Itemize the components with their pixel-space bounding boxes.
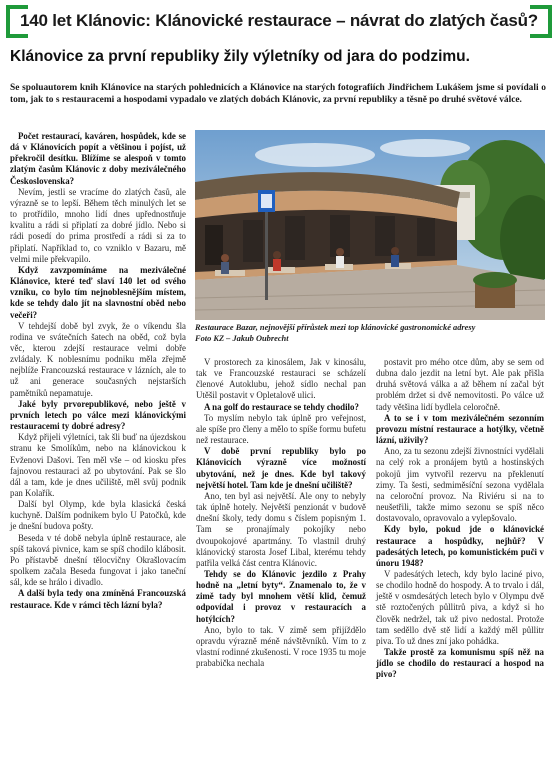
interview-answer: Beseda v té době nebyla úplně restaurace, ale spíš taková pivnice, kam se spíš chodilo klábosit. Po přístavbě dnešní tělocvičny Okrašlovacím spolkem začala Beseda fungovat i jako taneční sál, kde se hrálo i divadlo. [10,532,186,588]
article-lead: Se spoluautorem knih Klánovice na starých pohlednicích a Klánovice na starých fotografiích Jindřichem Lukášem jsme si povídali o tom, jak to s restauracemi a hospodami vypadalo ve zlatých dobách Klánovic, za první republiky a těsně po druhé světové válce. [10,83,546,106]
header-frame [6,5,552,38]
interview-question: Kdy bylo, pokud jde o klánovické restaurace a hospůdky, nejhůř? V padesátých letech, po komunistickém puči v únoru 1948? [376,524,544,568]
interview-answer: Ano, ten byl asi největší. Ale ony to nebyly tak úplně hotely. Největší penzionát v budově dnešní školy, tedy domu s číslem popisným 1. Tam se pronajímaly pokojíky nebo dvoupokojové apartmány. To vlastnil druhý klánovický starosta Josef Libal, kterému tehdy patřila velká část centra Klánovic. [196,490,366,568]
restaurant-photo [195,130,545,320]
interview-answer: Ano, za tu sezonu zdejší živnostníci vydělali na celý rok a pronájem bytů a hostinských pokojů jim vytvořil rezervu na překlenutí zimy. Ta šesti, sedmiměsíční sezona vydělala na celoroční provoz. Na Riviéru si na to neušetřili, takže mimo sezonu se spíš něco dostavovalo, opravovalo a vylepšovalo. [376,446,544,524]
photo-caption-title: Restaurace Bazar, nejnovější přírůstek mezi top klánovické gastronomické adresy [195,323,476,332]
restaurant-bazar-image [195,130,545,320]
text-column-3 [376,357,544,681]
interview-question: Jaké byly prvorepublikové, nebo ještě v prvních letech po válce mezi klánovickými restauracemi ty dobré adresy? [10,398,186,432]
article-title: 140 let Klánovic: Klánovické restaurace – návrat do zlatých časů? [19,11,538,30]
interview-question: Tehdy se do Klánovic jezdilo z Prahy hodně na „letní byty“. Znamenalo to, že v zimě tady byl mnohem větší klid, čemuž odpovídal i provoz v restauracích a hotýlcích? [196,568,366,624]
interview-answer: Ano, bylo to tak. V zimě sem přijíždělo opravdu výrazně méně návštěvníků. Vím to z vlastní rodinné zkušenosti. V roce 1935 tu moje prababička nechala [196,624,366,669]
photo-credit: Foto KZ – Jakub Oubrecht [195,333,289,343]
interview-answer: Další byl Olymp, kde byla klasická česká kuchyně. Dalším podnikem bylo U Patočků, kde je dnešní budova pošty. [10,499,186,532]
interview-question: Když zavzpomínáme na meziválečné Klánovice, které teď slaví 140 let od svého vzniku, co bylo tím nejnoblesnějším místem, kde se tehdy dalo jít na slavnostní oběd nebo večeři? [10,264,186,320]
interview-answer: Nevím, jestli se vracíme do zlatých časů, ale výrazně se to lepší. Během těch minulých let se to protřídilo, mnoho lidí dnes upřednostňuje kvalitu a rádi si připlatí za dobré jídlo. Nebo si rádi posedí do prima prostředí a rádi si za to připlatí. Například to, co vzniklo v Bazaru, mě velmi mile překvapilo. [10,186,186,264]
interview-question: V době první republiky bylo po Klánovicích výrazně více možností ubytování, než je dnes. Kde byl takový největší hotel. Tam kde je dnešní učiliště? [196,446,366,490]
text-column-1 [10,131,186,611]
interview-answer: V prostorech za kinosálem, Jak v kinosálu, tak ve Francouzské restauraci se scházelí členové Autoklubu, jehož sídlo nechal pan Utěšil postavit v Opletalově ulici. [196,357,366,401]
interview-question: Takže prostě za komunismu spíš něž na jídlo se chodilo do restaurací a hospod na pivo? [376,647,544,680]
text-column-2 [196,357,366,669]
interview-answer: Když přijeli výletníci, tak šli buď na újezdskou stranu ke Smolíkům, nebo na klánovickou k Evženovi Dašovi. Ten měl vše – od kiosku přes fajnovou restauraci až po ubytování. Pak se šlo dál a tam, kde je dnes učiliště, měl svůj podnik pan Kolařík. [10,432,186,498]
interview-question: A na golf do restaurace se tehdy chodilo? [204,401,359,412]
interview-question: Počet restaurací, kaváren, hospůdek, kde se dá v Klánovicích popít a většinou i pojíst, už překročil desítku. Blížíme se alespoň v tomto zlatým časům Klánovic z doby meziválečného Československa? [10,131,186,186]
interview-answer: V padesátých letech, kdy bylo laciné pivo, se chodilo hodně do hospody. A to trvalo i dál, ještě v osmdesátých letech bylo v Olympu dvě stě roztočených půllitrů piva, a když si ho člověk nedržel, tak už pivo nedostal. Protože tam seděllo dvě stě lidí a každý měl půllitr piva. To už dnes zní jako pohádka. [376,568,544,646]
interview-answer: To myslím nebylo tak úplně pro veřejnost, ale spíše pro členy a mělo to spíše formu bufetu než restaurace. [196,412,366,446]
photo-caption [195,323,545,344]
interview-answer: V tehdejší době byl zvyk, že o víkendu šla rodina ve svátečních šatech na oběd, což byla věc, kterou zdejší restaurace velmi dobře zvládaly. K noblesnímu podniku měla zřejmě nejblíže Francouzská restaurace v lázních, ale to už ani generace současných nejstarších pamětníků nepamatuje. [10,320,186,398]
article-subtitle: Klánovice za první republiky žily výletníky od jara do podzimu. [10,48,470,65]
interview-question: A to se i v tom meziválečném sezonním provozu místní restaurace a hotýlky, včetně lázní, uživily? [376,412,544,446]
interview-answer: postavit pro mého otce dům, aby se sem od dubna dalo jezdit na letní byt. Ale pak přišla druhá světová válka a až během ní začal být problém držet si dvě nemovitosti. Po válce už tady většina lidí bydlela celoročně. [376,357,544,412]
interview-question: A další byla tedy ona zmíněná Francouzská restaurace. Kde v rámci těch lázní byla? [10,588,186,610]
